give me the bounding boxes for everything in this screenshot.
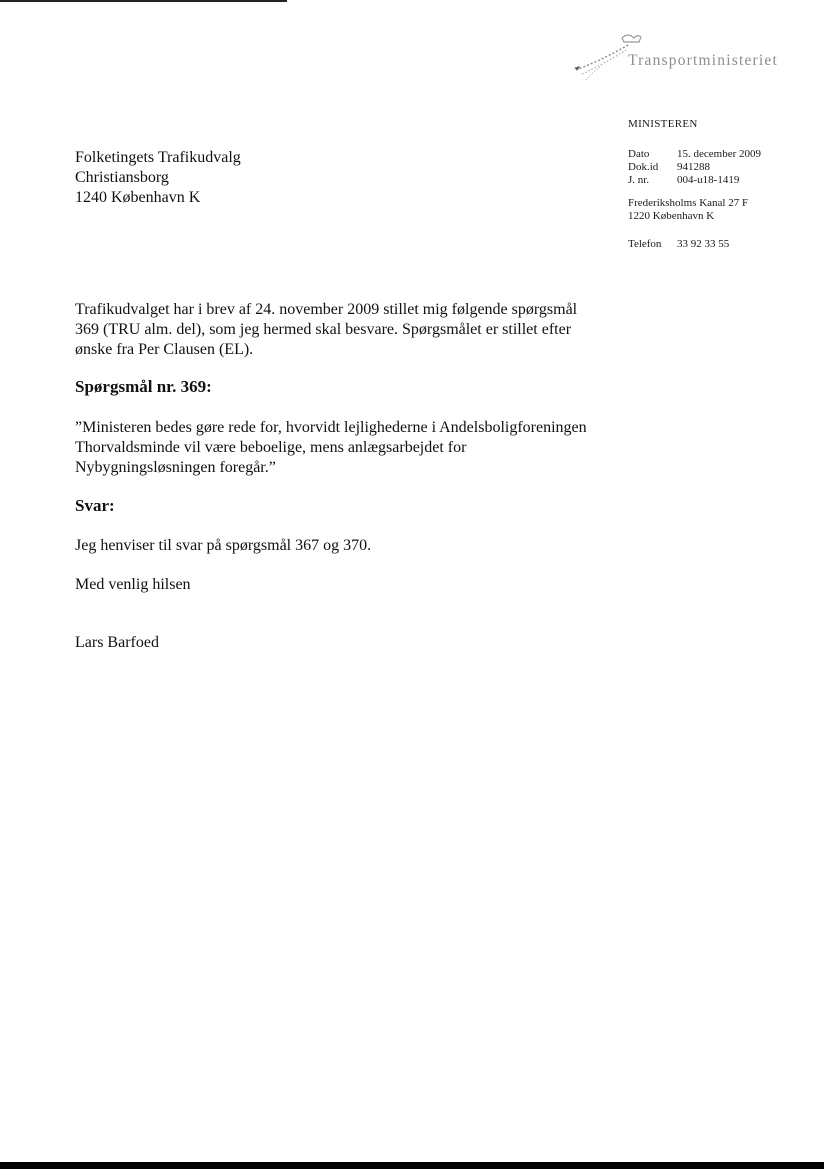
text-line: ”Ministeren bedes gøre rede for, hvorvidt lejlighederne i Andelsboligforeningen <box>75 419 587 436</box>
sender-address <box>628 197 748 223</box>
intro-paragraph <box>75 300 577 360</box>
logo-wordmark: Transportministeriet <box>628 52 779 69</box>
sender-title: MINISTEREN <box>628 118 698 130</box>
question-heading: Spørgsmål nr. 369: <box>75 377 212 396</box>
phone-value: 33 92 33 55 <box>677 238 730 250</box>
meta-label: Dato <box>628 148 650 160</box>
recipient-line: 1240 København K <box>75 189 201 206</box>
ministry-logo <box>572 30 792 92</box>
text-line: ønske fra Per Clausen (EL). <box>75 341 254 358</box>
address-line: 1220 København K <box>628 210 715 222</box>
text-line: Thorvaldsminde vil være beboelige, mens anlægsarbejdet for <box>75 439 467 456</box>
answer-paragraph: Jeg henviser til svar på spørgsmål 367 og 370. <box>75 537 372 554</box>
text-line: 369 (TRU alm. del), som jeg hermed skal besvare. Spørgsmålet er stillet efter <box>75 321 572 338</box>
recipient-line: Christiansborg <box>75 169 169 186</box>
top-rule <box>0 0 287 2</box>
address-line: Frederiksholms Kanal 27 F <box>628 197 749 209</box>
recipient-address <box>75 148 241 208</box>
meta-value: 15. december 2009 <box>677 148 761 160</box>
phone-label: Telefon <box>628 238 662 250</box>
meta-label: J. nr. <box>628 174 650 186</box>
signature-name: Lars Barfoed <box>75 634 159 651</box>
recipient-line: Folketingets Trafikudvalg <box>75 149 241 166</box>
meta-value: 941288 <box>677 161 710 173</box>
bottom-rule <box>0 1162 824 1169</box>
text-line: Nybygningsløsningen foregår.” <box>75 459 276 476</box>
sender-phone <box>628 238 729 251</box>
meta-row-dokid <box>628 161 761 174</box>
closing-greeting: Med venlig hilsen <box>75 576 191 593</box>
meta-row-jnr <box>628 174 761 187</box>
meta-row-date <box>628 148 761 161</box>
meta-block <box>628 148 761 187</box>
question-paragraph <box>75 418 587 478</box>
meta-label: Dok.id <box>628 161 659 173</box>
answer-heading: Svar: <box>75 496 115 515</box>
text-line: Trafikudvalget har i brev af 24. november 2009 stillet mig følgende spørgsmål <box>75 301 578 318</box>
meta-value: 004-u18-1419 <box>677 174 740 186</box>
